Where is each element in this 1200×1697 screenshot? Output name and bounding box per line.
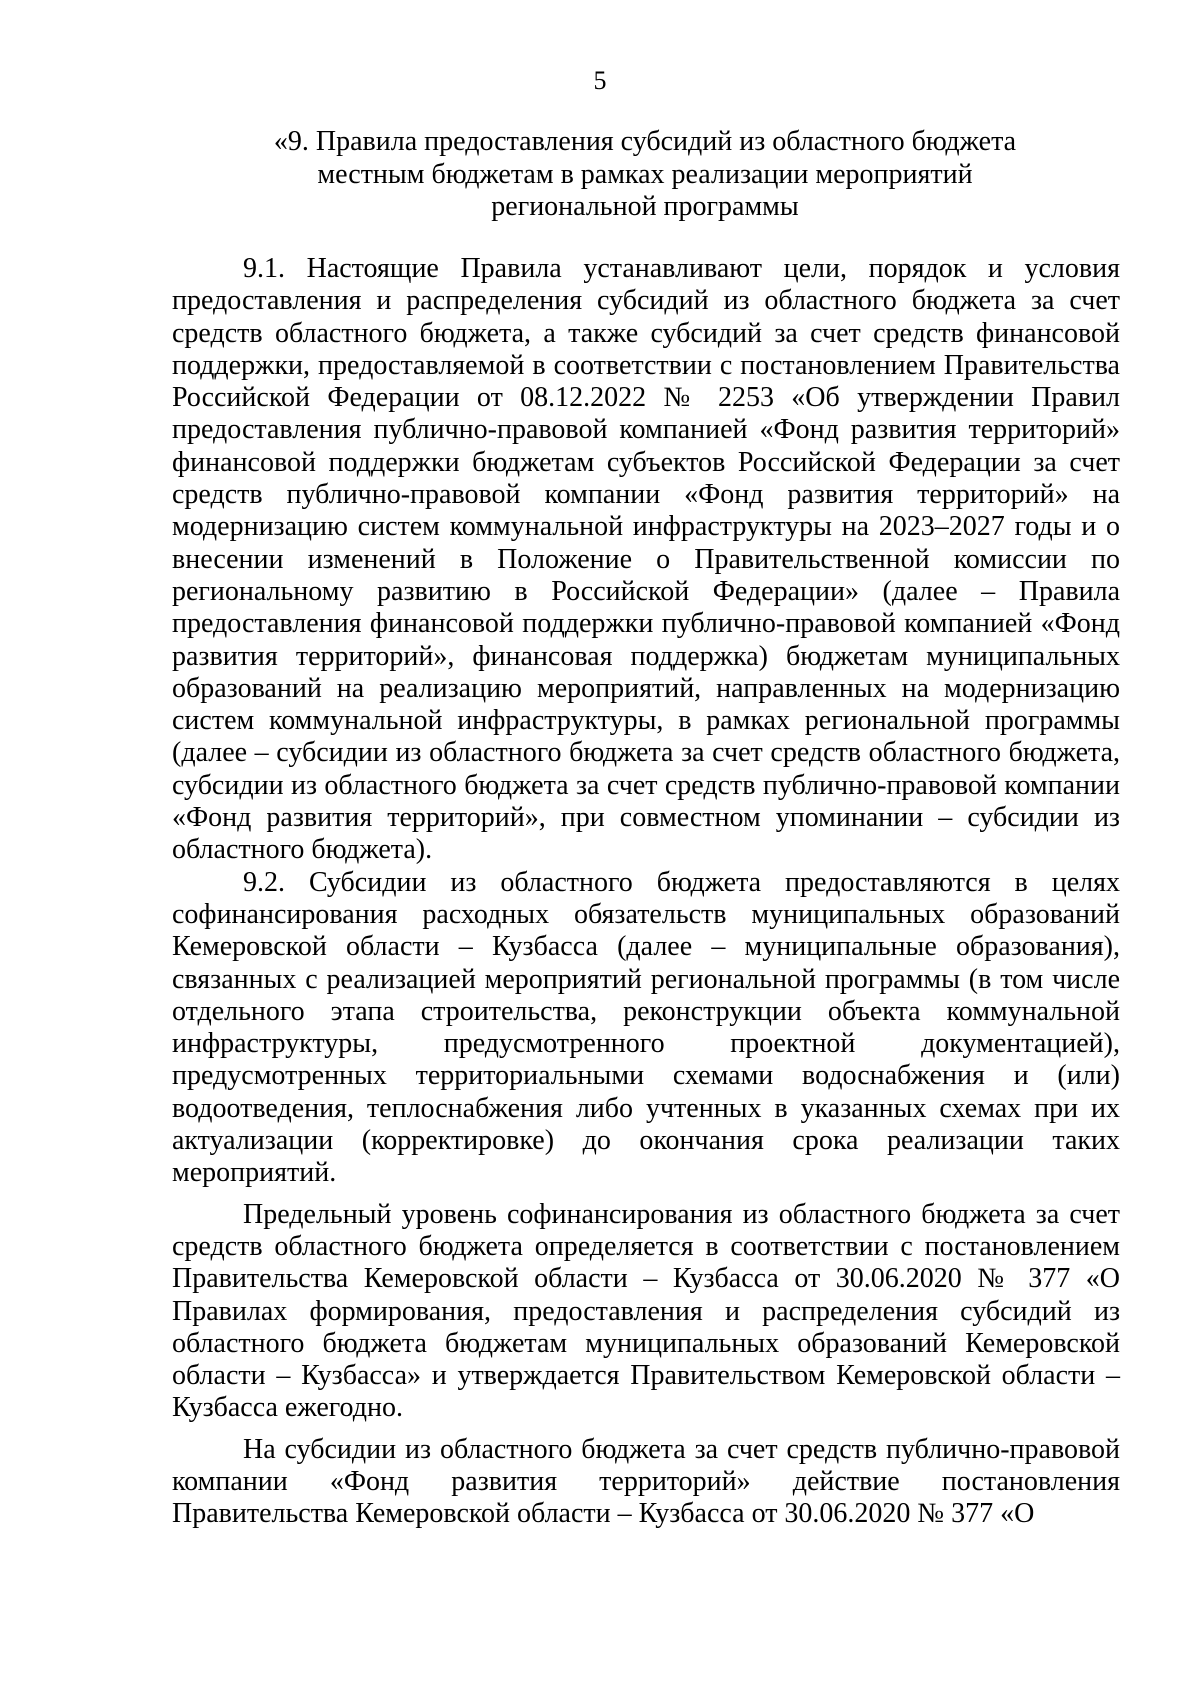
heading-line: региональной программы <box>491 191 799 222</box>
paragraph-cofinancing-level: Предельный уровень софинансирования из областного бюджета за счет средств областного бюджета определяется в соответствии с постановлением Правительства Кемеровской области – Кузбасса от 30.06.2020 № 377 «О Правилах формирования, предоставления и распределения субсидий из областного бюджета бюджетам муниципальных образований Кемеровской области – Кузбасса» и утверждается Правительством Кемеровской области – Кузбасса ежегодно. <box>172 1198 1120 1424</box>
document-body <box>172 253 1120 1531</box>
page-number: 5 <box>593 66 607 95</box>
paragraph-9-2: 9.2. Субсидии из областного бюджета предоставляются в целях софинансирования расходных обязательств муниципальных образований Кемеровской области – Кузбасса (далее – муниципальные образования), связанных с реализацией мероприятий региональной программы (в том числе отдельного этапа строительства, реконструкции объекта коммунальной инфраструктуры, предусмотренного проектной документацией), предусмотренных территориальными схемами водоснабжения и (или) водоотведения, теплоснабжения либо учтенных в указанных схемах при их актуализации (корректировке) до окончания срока реализации таких мероприятий. <box>172 866 1120 1189</box>
paragraph-fund-subsidies: На субсидии из областного бюджета за счет средств публично-правовой компании «Фонд развития территорий» действие постановления Правительства Кемеровской области – Кузбасса от 30.06.2020 № 377 «О <box>172 1433 1120 1530</box>
paragraph-9-1: 9.1. Настоящие Правила устанавливают цели, порядок и условия предоставления и распределения субсидий из областного бюджета за счет средств областного бюджета, а также субсидий за счет средств финансовой поддержки, предоставляемой в соответствии с постановлением Правительства Российской Федерации от 08.12.2022 № 2253 «Об утверждении Правил предоставления публично-правовой компанией «Фонд развития территорий» финансовой поддержки бюджетам субъектов Российской Федерации за счет средств публично-правовой компании «Фонд развития территорий» на модернизацию систем коммунальной инфраструктуры на 2023–2027 годы и о внесении изменений в Положение о Правительственной комиссии по региональному развитию в Российской Федерации» (далее – Правила предоставления финансовой поддержки публично-правовой компанией «Фонд развития территорий», финансовая поддержка) бюджетам муниципальных образований на реализацию мероприятий, направленных на модернизацию систем коммунальной инфраструктуры, в рамках региональной программы (далее – субсидии из областного бюджета за счет средств областного бюджета, субсидии из областного бюджета за счет средств публично-правовой компании «Фонд развития территорий», при совместном упоминании – субсидии из областного бюджета). <box>172 253 1120 866</box>
section-heading <box>150 126 1140 224</box>
heading-line: «9. Правила предоставления субсидий из областного бюджета <box>273 126 1017 157</box>
heading-line: местным бюджетам в рамках реализации мероприятий <box>317 158 973 190</box>
